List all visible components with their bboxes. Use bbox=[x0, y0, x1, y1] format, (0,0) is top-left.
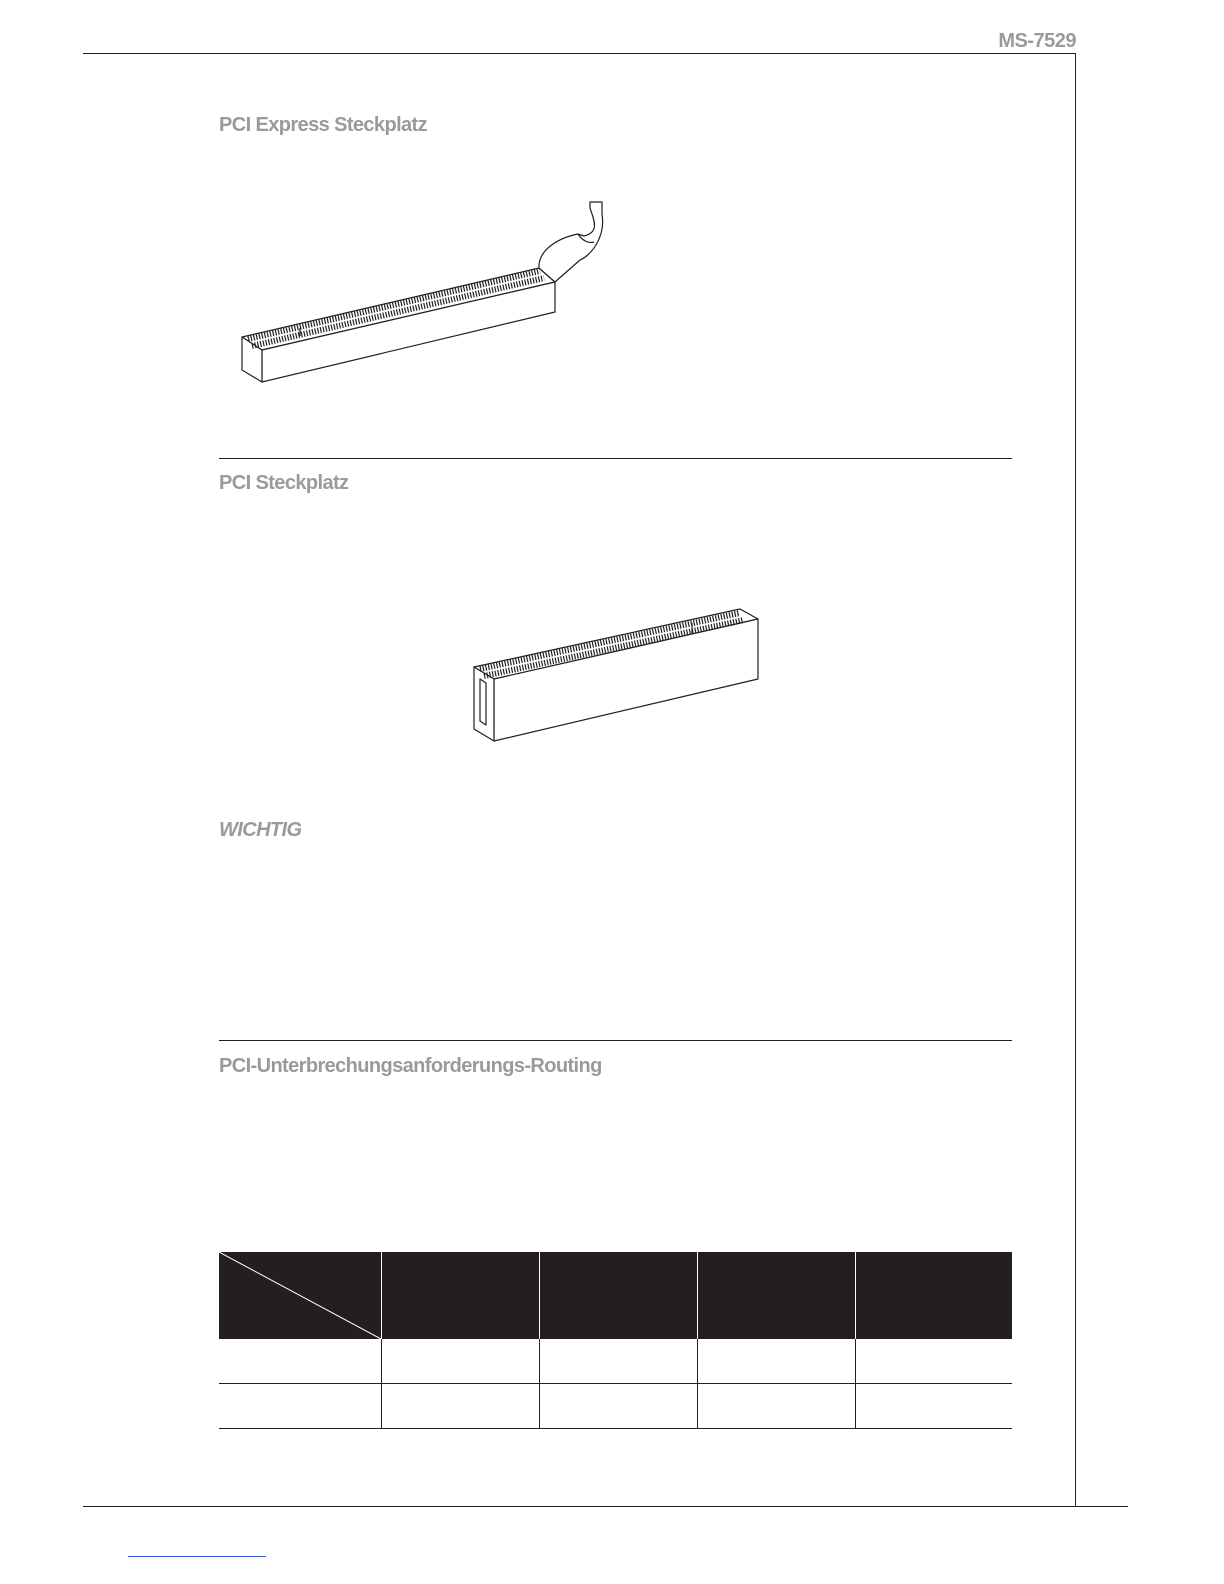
pci-slot-heading: PCI Steckplatz bbox=[219, 472, 349, 494]
diagonal-divider bbox=[219, 1252, 381, 1339]
table-cell bbox=[381, 1339, 539, 1384]
right-margin-rule bbox=[1075, 53, 1076, 1507]
irq-routing-table bbox=[219, 1252, 1012, 1429]
pcie-slot-illustration bbox=[238, 198, 610, 386]
irq-routing-heading: PCI-Unterbrechungsanforderungs-Routing bbox=[219, 1055, 602, 1077]
pcie-slot-heading: PCI Express Steckplatz bbox=[219, 114, 428, 136]
top-rule bbox=[83, 53, 1076, 54]
footer-link-underline[interactable] bbox=[128, 1556, 266, 1557]
table-cell bbox=[381, 1384, 539, 1429]
table-cell bbox=[855, 1339, 1012, 1384]
table-cell bbox=[855, 1384, 1012, 1429]
table-header-row bbox=[219, 1252, 1012, 1339]
section-divider bbox=[219, 1040, 1012, 1041]
table-cell bbox=[219, 1384, 381, 1429]
table-header-cell bbox=[381, 1252, 539, 1339]
table-row bbox=[219, 1384, 1012, 1429]
section-divider bbox=[219, 458, 1012, 459]
table-corner-cell bbox=[219, 1252, 381, 1339]
pci-slot-illustration bbox=[470, 603, 762, 745]
table-header-cell bbox=[697, 1252, 855, 1339]
table-cell bbox=[697, 1384, 855, 1429]
table-header-cell bbox=[855, 1252, 1012, 1339]
model-number: MS-7529 bbox=[998, 30, 1076, 52]
table-header-cell bbox=[539, 1252, 697, 1339]
bottom-rule bbox=[83, 1506, 1128, 1507]
table-cell bbox=[539, 1384, 697, 1429]
table-row bbox=[219, 1339, 1012, 1384]
important-heading: WICHTIG bbox=[219, 819, 302, 841]
table-cell bbox=[539, 1339, 697, 1384]
table-cell bbox=[219, 1339, 381, 1384]
table-cell bbox=[697, 1339, 855, 1384]
